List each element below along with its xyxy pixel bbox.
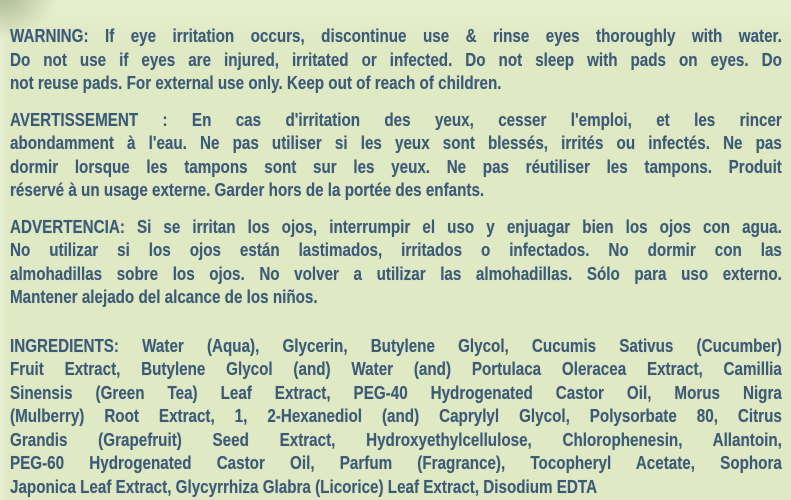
warning-fr-line: réservé à un usage externe. Garder hors de la portée des enfants. <box>10 179 485 200</box>
warning-es-line: ADVERTENCIA: Si se irritan los ojos, interrumpir el uso y enjuagar bien los ojos con agua. <box>10 215 782 237</box>
warning-es-line: Mantener alejado del alcance de los niños. <box>10 286 318 307</box>
warning-fr-paragraph <box>10 108 782 202</box>
ingredients-line: INGREDIENTS: Water (Aqua), Glycerin, Butylene Glycol, Cucumis Sativus (Cucumber) <box>10 334 782 356</box>
ingredients-line: Grandis (Grapefruit) Seed Extract, Hydroxyethylcellulose, Chlorophenesin, Allantoin, <box>10 428 782 450</box>
ingredients-line: Fruit Extract, Butylene Glycol (and) Water (and) Portulaca Oleracea Extract, Camillia <box>10 358 782 379</box>
ingredients-line: Sinensis (Green Tea) Leaf Extract, PEG-40 Hydrogenated Castor Oil, Morus Nigra <box>10 381 782 403</box>
warning-fr-line: AVERTISSEMENT : En cas d'irritation des yeux, cesser l'emploi, et les rincer <box>10 108 782 130</box>
ingredients-line: (Mulberry) Root Extract, 1, 2-Hexanediol (and) Caprylyl Glycol, Polysorbate 80, Citrus <box>10 405 782 426</box>
warning-en-line: Do not use if eyes are injured, irritated or infected. Do not sleep with pads on eyes. Do <box>10 48 782 70</box>
warning-es-line: No utilizar si los ojos están lastimados, irritados o infectados. No dormir con las <box>10 239 782 260</box>
warning-es-line: almohadillas sobre los ojos. No volver a utilizar las almohadillas. Sólo para uso externo. <box>10 262 782 284</box>
warning-en-line: WARNING: If eye irritation occurs, discontinue use & rinse eyes thoroughly with water. <box>10 25 782 46</box>
warning-es-paragraph <box>10 215 782 309</box>
ingredients-paragraph <box>10 334 782 499</box>
warning-en-paragraph <box>10 24 782 95</box>
ingredients-line: PEG-60 Hydrogenated Castor Oil, Parfum (Fragrance), Tocopheryl Acetate, Sophora <box>10 452 782 473</box>
warning-fr-line: dormir lorsque les tampons sont sur les yeux. Ne pas réutiliser les tampons. Produit <box>10 155 782 177</box>
warning-en-line: not reuse pads. For external use only. Keep out of reach of children. <box>10 72 502 93</box>
ingredients-line: Japonica Leaf Extract, Glycyrrhiza Glabra (Licorice) Leaf Extract, Disodium EDTA <box>10 475 598 497</box>
warning-fr-line: abondamment à l'eau. Ne pas utiliser si les yeux sont blessés, irrités ou infectés. Ne pas <box>10 132 782 153</box>
